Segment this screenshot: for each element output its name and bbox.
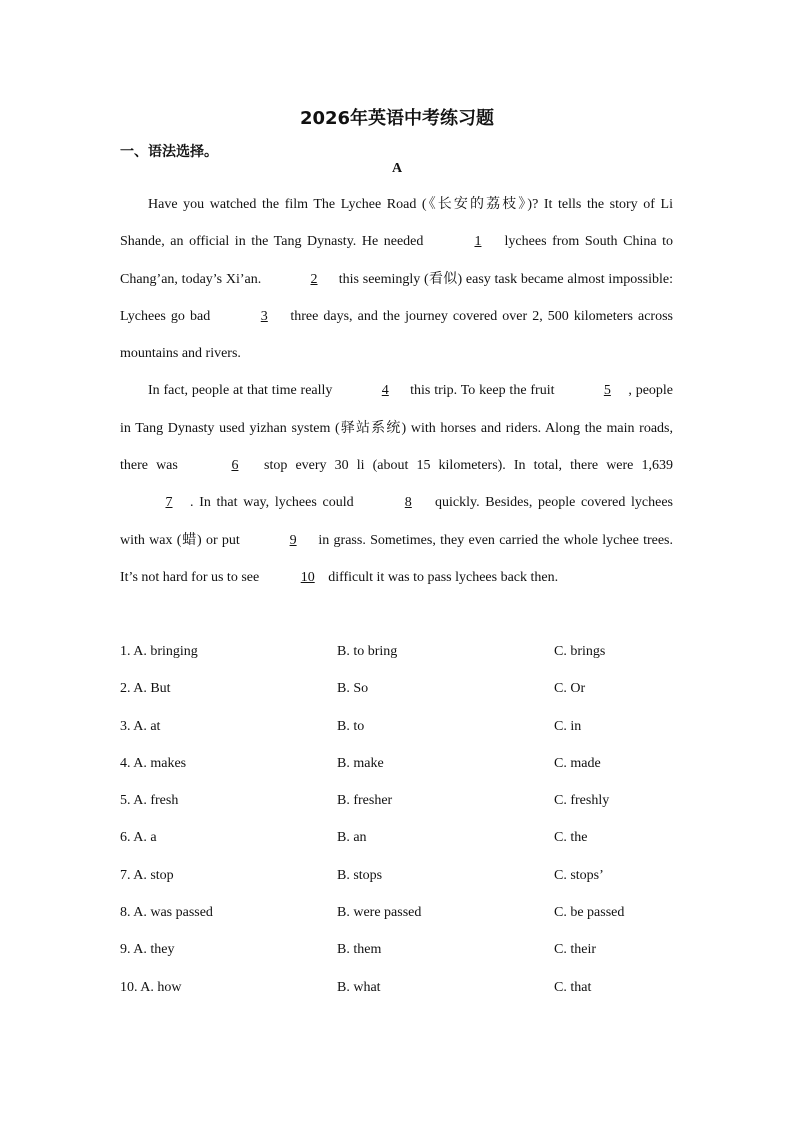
option-c: C. their — [554, 942, 596, 958]
passage-sentence: , people in Tang Dynasty used yizhan system (驿站系统) with horses and riders. Along the main roads, there was — [120, 383, 674, 474]
option-row — [120, 782, 680, 819]
blank-1: 1 — [474, 234, 482, 250]
passage-sentence: this trip. To keep the fruit — [406, 383, 559, 399]
answer-options — [120, 633, 680, 1006]
option-a: 1. A. bringing — [120, 644, 198, 659]
option-c: C. be passed — [554, 905, 625, 921]
option-row — [120, 633, 680, 670]
option-c: C. Or — [554, 681, 586, 697]
paragraph — [120, 186, 673, 372]
blank-6: 6 — [231, 458, 239, 474]
passage-sentence: lychees from South China to Chang’an, today’s Xi’an. — [120, 234, 674, 287]
option-a: 6. A. a — [120, 830, 157, 846]
option-row — [120, 745, 680, 782]
passage-sentence: Have you watched the film The Lychee Road (《长安的荔枝》)? It tells the story of Li Shande, an official in the Tang Dynasty. He needed — [120, 197, 673, 250]
option-b: B. to — [337, 718, 365, 734]
option-row — [120, 931, 680, 968]
option-a: 10. A. how — [120, 979, 182, 995]
option-b: B. an — [337, 830, 367, 846]
option-c: C. freshly — [554, 793, 610, 809]
passage-label: A — [391, 161, 403, 176]
option-c: C. that — [554, 979, 592, 995]
blank-4: 4 — [381, 383, 389, 399]
option-c: C. in — [554, 718, 582, 734]
option-a: 9. A. they — [120, 942, 175, 958]
option-b: B. stops — [337, 867, 383, 883]
option-a: 2. A. But — [120, 681, 171, 697]
option-a: 3. A. at — [120, 718, 161, 734]
option-row — [120, 670, 680, 707]
option-a: 4. A. makes — [120, 755, 187, 771]
blank-3: 3 — [260, 308, 268, 324]
option-row — [120, 857, 680, 894]
passage-sentence: in grass. Sometimes, they even carried the whole lychee trees. It’s not hard for us to see — [120, 532, 673, 585]
blank-7: 7 — [165, 495, 173, 511]
option-b: B. So — [337, 681, 369, 697]
blank-8: 8 — [404, 495, 412, 511]
option-a: 7. A. stop — [120, 867, 174, 883]
option-b: B. to bring — [337, 644, 398, 659]
option-c: C. the — [554, 830, 588, 846]
option-row — [120, 969, 680, 1006]
passage-sentence: difficult it was to pass lychees back then. — [324, 569, 559, 585]
option-b: B. what — [337, 979, 381, 995]
section-heading: 一、语法选择。 — [120, 144, 218, 160]
passage-sentence: three days, and the journey covered over 2, 500 kilometers across mountains and rivers. — [120, 308, 673, 362]
option-a: 5. A. fresh — [120, 793, 179, 809]
page-title: 2026年英语中考练习题 — [299, 108, 495, 129]
blank-9: 9 — [289, 532, 297, 548]
blank-10: 10 — [300, 569, 315, 585]
blank-5: 5 — [603, 383, 611, 399]
blank-2: 2 — [310, 271, 318, 287]
passage-sentence: stop every 30 li (about 15 kilometers). In total, there were 1,639 — [255, 458, 673, 474]
option-row — [120, 894, 680, 931]
option-c: C. brings — [554, 644, 606, 659]
option-row — [120, 708, 680, 745]
passage-sentence: this seemingly (看似) easy task became almost impossible: Lychees go bad — [120, 271, 673, 324]
paragraph — [120, 372, 673, 596]
option-c: C. stops’ — [554, 867, 604, 883]
option-b: B. were passed — [337, 905, 422, 921]
passage-sentence: . In that way, lychees could — [190, 495, 360, 511]
option-b: B. make — [337, 755, 384, 771]
passage-sentence: quickly. Besides, people covered lychees with wax (蜡) or put — [120, 495, 673, 548]
option-b: B. fresher — [337, 793, 393, 809]
option-b: B. them — [337, 942, 382, 958]
option-a: 8. A. was passed — [120, 905, 213, 921]
option-row — [120, 819, 680, 856]
passage-text — [120, 186, 673, 596]
passage-sentence: In fact, people at that time really — [148, 383, 337, 399]
option-c: C. made — [554, 755, 601, 771]
